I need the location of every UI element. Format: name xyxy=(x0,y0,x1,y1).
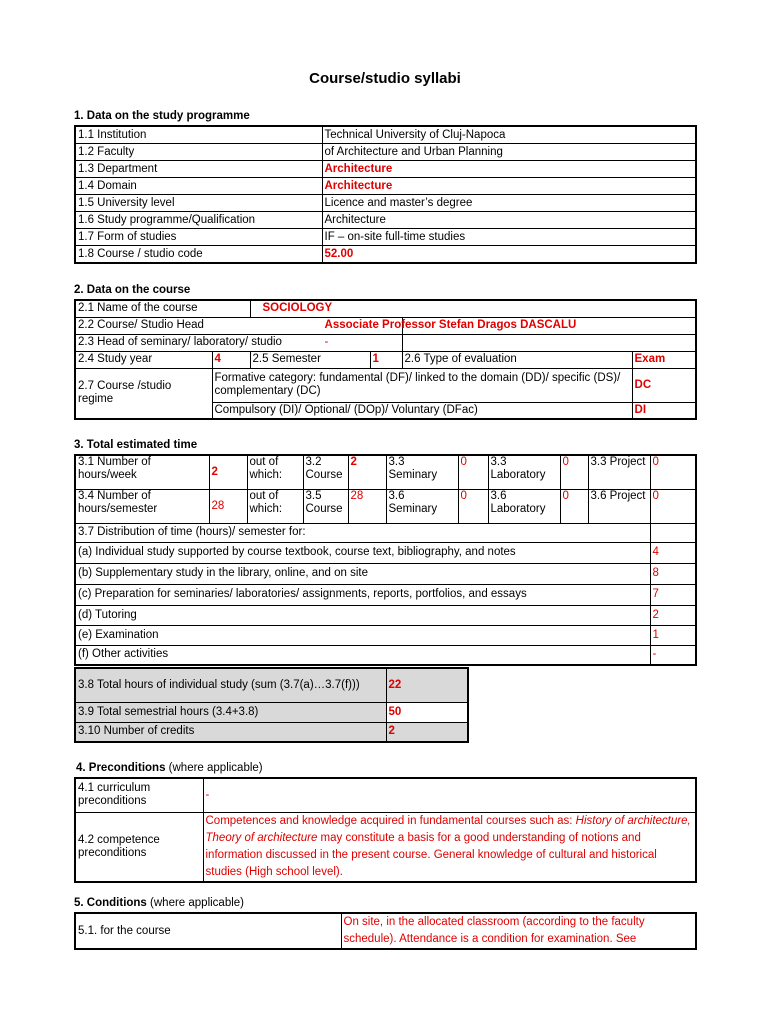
formative-category-text: Formative category: fundamental (DF)/ linked to the domain (DD)/ specific (DS)/ complementary (DC) xyxy=(212,368,632,402)
compulsory-value: DI xyxy=(632,402,696,419)
table-row xyxy=(75,645,696,665)
table-row xyxy=(75,126,696,144)
course-condition-value: On site, in the allocated classroom (according to the faculty schedule). Attendance is a condition for examination. See xyxy=(341,913,696,949)
distribution-label: 3.7 Distribution of time (hours)/ semester for: xyxy=(75,523,650,542)
table-row xyxy=(75,144,696,161)
course-name-label: 2.1 Name of the course xyxy=(75,300,250,317)
hours-week-value: 2 xyxy=(209,455,247,489)
project-hours-value: 0 xyxy=(650,455,696,489)
table-row xyxy=(75,913,696,949)
hours-week-label: 3.1 Number of hours/week xyxy=(75,455,209,489)
project-hours-label: 3.3 Project xyxy=(588,455,650,489)
table-row xyxy=(75,317,696,334)
activity-value: 2 xyxy=(650,605,696,625)
formative-category-value: DC xyxy=(632,368,696,402)
evaluation-label: 2.6 Type of evaluation xyxy=(402,351,632,368)
table-row xyxy=(75,584,696,605)
study-year-value: 4 xyxy=(212,351,250,368)
laboratory-hours-label: 3.3 Laboratory xyxy=(488,455,560,489)
page-title: Course/studio syllabi xyxy=(309,70,461,87)
table-row xyxy=(75,523,696,542)
row-label: 1.2 Faculty xyxy=(75,144,322,161)
table-row xyxy=(75,542,696,563)
activity-label: (c) Preparation for seminaries/ laboratories/ assignments, reports, portfolios, and essays xyxy=(75,584,650,605)
row-label: 1.6 Study programme/Qualification xyxy=(75,212,322,229)
seminary-head-label: 2.3 Head of seminary/ laboratory/ studio xyxy=(75,334,402,351)
course-semester-label: 3.5 Course xyxy=(303,489,348,523)
hours-semester-label: 3.4 Number of hours/semester xyxy=(75,489,209,523)
section-1-heading: 1. Data on the study programme xyxy=(74,110,250,122)
section-3-heading: 3. Total estimated time xyxy=(74,439,198,451)
credits-value: 2 xyxy=(386,722,468,742)
table-row xyxy=(75,605,696,625)
table-row xyxy=(75,812,696,882)
row-label: 1.8 Course / studio code xyxy=(75,246,322,264)
hours-semester-value: 28 xyxy=(209,489,247,523)
row-value: of Architecture and Urban Planning xyxy=(322,144,696,161)
time-estimate-table xyxy=(74,454,697,666)
table-row xyxy=(75,722,468,742)
laboratory-semester-label: 3.6 Laboratory xyxy=(488,489,560,523)
row-label: 1.5 University level xyxy=(75,195,322,212)
table-row xyxy=(75,455,696,489)
activity-label: (e) Examination xyxy=(75,625,650,645)
row-label: 1.7 Form of studies xyxy=(75,229,322,246)
table-row xyxy=(75,161,696,178)
table-row xyxy=(75,489,696,523)
study-year-label: 2.4 Study year xyxy=(75,351,212,368)
table-row xyxy=(75,300,696,317)
laboratory-hours-value: 0 xyxy=(560,455,588,489)
row-label: 1.4 Domain xyxy=(75,178,322,195)
regime-label: 2.7 Course /studio regime xyxy=(75,368,212,419)
competence-value: Competences and knowledge acquired in fundamental courses such as: History of architecture, Theory of architecture may constitute a basis for a good understanding of notions and information discussed in the present course. General knowledge of cultural and historical studies (High school level). xyxy=(203,812,696,882)
seminary-semester-value: 0 xyxy=(458,489,488,523)
course-data-table xyxy=(74,299,697,420)
activity-label: (a) Individual study supported by course textbook, course text, bibliography, and notes xyxy=(75,542,650,563)
project-semester-value: 0 xyxy=(650,489,696,523)
total-individual-label: 3.8 Total hours of individual study (sum (3.7(a)…3.7(f))) xyxy=(75,668,386,702)
seminary-hours-label: 3.3 Seminary xyxy=(386,455,458,489)
empty-cell xyxy=(650,523,696,542)
row-value: IF – on-site full-time studies xyxy=(322,229,696,246)
out-of-which: out of which: xyxy=(247,489,303,523)
row-value: 52.00 xyxy=(322,246,696,264)
row-value: Technical University of Cluj-Napoca xyxy=(322,126,696,144)
total-semestrial-label: 3.9 Total semestrial hours (3.4+3.8) xyxy=(75,702,386,722)
total-semestrial-value: 50 xyxy=(386,702,468,722)
evaluation-value: Exam xyxy=(632,351,696,368)
course-condition-label: 5.1. for the course xyxy=(75,913,341,949)
activity-label: (b) Supplementary study in the library, online, and on site xyxy=(75,563,650,584)
table-row xyxy=(75,668,468,702)
row-value: Architecture xyxy=(322,212,696,229)
course-name-value: SOCIOLOGY xyxy=(250,300,696,317)
study-programme-table xyxy=(74,125,697,264)
course-head-value: Associate Professor Stefan Dragos DASCALU xyxy=(402,317,696,334)
competence-label: 4.2 competence preconditions xyxy=(75,812,203,882)
conditions-table xyxy=(74,912,697,950)
seminary-semester-label: 3.6 Seminary xyxy=(386,489,458,523)
course-hours-value: 2 xyxy=(348,455,386,489)
totals-table xyxy=(74,667,469,743)
table-row xyxy=(75,334,696,351)
compulsory-text: Compulsory (DI)/ Optional/ (DOp)/ Voluntary (DFac) xyxy=(212,402,632,419)
activity-value: 4 xyxy=(650,542,696,563)
course-semester-value: 28 xyxy=(348,489,386,523)
credits-label: 3.10 Number of credits xyxy=(75,722,386,742)
table-row xyxy=(75,625,696,645)
table-row xyxy=(75,778,696,812)
row-label: 1.3 Department xyxy=(75,161,322,178)
table-row xyxy=(75,195,696,212)
table-row xyxy=(75,368,696,402)
row-value: Architecture xyxy=(322,178,696,195)
activity-value: - xyxy=(650,645,696,665)
activity-label: (d) Tutoring xyxy=(75,605,650,625)
total-individual-value: 22 xyxy=(386,668,468,702)
activity-value: 7 xyxy=(650,584,696,605)
course-hours-label: 3.2 Course xyxy=(303,455,348,489)
table-row xyxy=(75,702,468,722)
table-row xyxy=(75,212,696,229)
laboratory-semester-value: 0 xyxy=(560,489,588,523)
section-5-heading: 5. Conditions (where applicable) xyxy=(74,897,245,909)
section-2-heading: 2. Data on the course xyxy=(74,284,191,296)
activity-label: (f) Other activities xyxy=(75,645,650,665)
semester-label: 2.5 Semester xyxy=(250,351,370,368)
curriculum-value: - xyxy=(203,778,696,812)
row-value: Architecture xyxy=(322,161,696,178)
curriculum-label: 4.1 curriculum preconditions xyxy=(75,778,203,812)
out-of-which: out of which: xyxy=(247,455,303,489)
row-label: 1.1 Institution xyxy=(75,126,322,144)
seminary-head-value: - xyxy=(402,334,696,351)
table-row xyxy=(75,229,696,246)
table-row xyxy=(75,178,696,195)
row-value: Licence and master’s degree xyxy=(322,195,696,212)
table-row xyxy=(75,351,696,368)
table-row xyxy=(75,246,696,264)
preconditions-table xyxy=(74,777,697,883)
seminary-hours-value: 0 xyxy=(458,455,488,489)
course-head-label: 2.2 Course/ Studio Head xyxy=(75,317,402,334)
section-4-heading: 4. Preconditions (where applicable) xyxy=(76,762,263,774)
semester-value: 1 xyxy=(370,351,402,368)
activity-value: 1 xyxy=(650,625,696,645)
table-row xyxy=(75,563,696,584)
project-semester-label: 3.6 Project xyxy=(588,489,650,523)
activity-value: 8 xyxy=(650,563,696,584)
